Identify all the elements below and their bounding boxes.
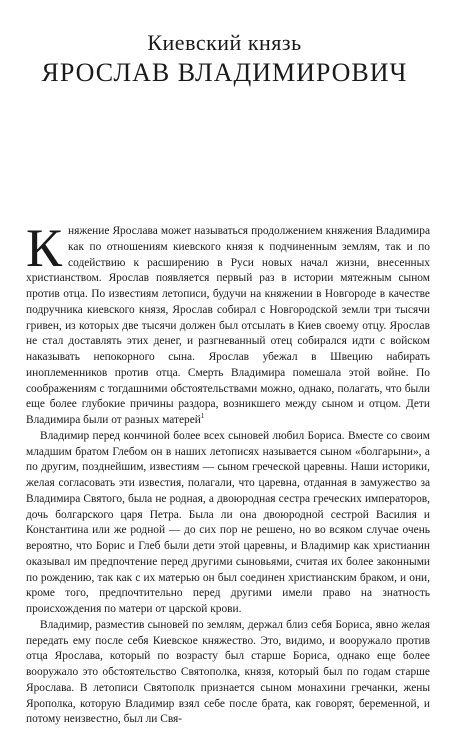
body-text (26, 218, 430, 728)
paragraph-1-text: няжение Ярослава может называться продолжением княжения Владимира как по отношениям киевского князя к подчиненным землям, так и по содействию к расширению в Руси новых начал жизни, внесенных христианством. Ярослав появляется первый раз в истории мятежным сыном против отца. По известиям летописи, будучи на княжении в Новгороде в качестве подручника киевского князя, Ярослав собирал с Новгородской земли три тысячи гривен, из которых две тысячи должен был отсылать в Киев своему отцу. Ярослав не стал доставлять этих денег, и разгневанный отец собирался идти с войском наказывать непокорного сына. Ярослав убежал в Швецию набирать иноплеменников против отца. Смерть Владимира помешала этой войне. По соображениям с тогдашними обстоятельствами можно, однако, полагать, что были еще более глубокие причины раздора, возникшего между сыном и отцом. Дети Владимира были от разных матерей (26, 225, 430, 426)
footnote-ref: 1 (200, 412, 205, 421)
drop-cap: К (26, 218, 63, 278)
paragraph-2: Владимир перед кончиной более всех сыновей любил Бориса. Вместе со своим младшим братом Глебом он в наших летописях называется сыном «болгарыни», а по другим, позднейшим, известиям — сыном греческой царевны. Наши историки, желая согласовать эти известия, полагали, что царевна, отданная в замужество за Владимира Святого, была не родная, а двоюродная сестра греческих императоров, дочь болгарского царя Петра. Была ли она двоюродной сестрой Василия и Константина или же родной — до сих пор не решено, но во всяком случае очень вероятно, что Борис и Глеб были дети этой царевны, и Владимир как христианин оказывал им предпочтение перед другими сыновьями, считая их более законными по рождению, так как с их матерью он был соединен христианским браком, и они, кроме того, предпочтительно перед другими имели право на знатность происхождения по матери от царской крови. (26, 429, 430, 615)
paragraph-3: Владимир, разместив сыновей по землям, держал близ себя Бориса, явно желая передать ему после себя Киевское княжество. Это, видимо, и вооружало против отца Ярослава, который по возрасту был старше Бориса, однако еще более вооружало это обстоятельство Святополка, князя, который был по годам старше Ярослава. В летописи Святополк признается сыном монахини гречанки, жены Ярополка, которую Владимир взял себе после брата, как говорят, беременной, и потому неизвестно, был ли Свя- (26, 618, 430, 726)
chapter-title-name: ЯРОСЛАВ ВЛАДИМИРОВИЧ (41, 58, 408, 87)
paragraph-1 (26, 218, 430, 429)
chapter-title-subtitle: Киевский князь (147, 30, 302, 55)
chapter-title (0, 30, 449, 88)
